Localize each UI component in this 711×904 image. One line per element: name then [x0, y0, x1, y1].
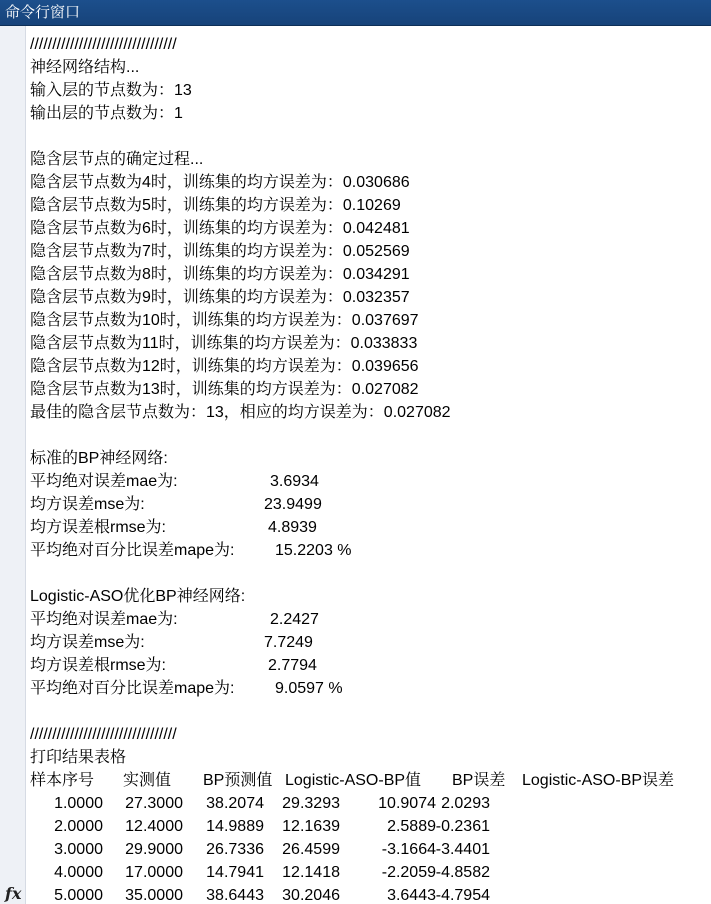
table-header-cell: Logistic-ASO-BP误差 — [522, 772, 675, 789]
table-cell: 35.0000 — [125, 887, 183, 904]
table-cell: 17.0000 — [125, 864, 183, 881]
table-row — [30, 838, 711, 861]
table-cell: 4.0000 — [54, 864, 103, 881]
fx-icon[interactable]: fx — [5, 884, 22, 903]
table-body — [30, 792, 711, 904]
table-cell: 3.6443 — [387, 887, 436, 904]
metric-label: 均方误差根rmse为: — [30, 519, 167, 536]
hidden-title: 隐含层节点的确定过程... — [30, 151, 204, 168]
table-cell: 26.4599 — [282, 841, 340, 858]
best-hidden-line: 最佳的隐含层节点数为：13，相应的均方误差为：0.027082 — [30, 404, 451, 421]
metric-label: 均方误差mse为: — [30, 496, 145, 513]
metric-label: 均方误差根rmse为: — [30, 657, 167, 674]
table-cell: -3.4401 — [435, 841, 490, 858]
table-cell: 14.7941 — [206, 864, 264, 881]
table-cell: -4.7954 — [435, 887, 490, 904]
table-row — [30, 792, 711, 815]
hidden-line: 隐含层节点数为13时，训练集的均方误差为：0.027082 — [30, 381, 419, 398]
table-header-cell: 样本序号 — [30, 772, 95, 789]
command-output[interactable] — [30, 33, 711, 904]
metric-value: 23.9499 — [264, 496, 322, 513]
structure-title: 神经网络结构... — [30, 59, 140, 76]
bp-metric-mape — [30, 539, 711, 562]
bp-metric-rmse — [30, 516, 711, 539]
hidden-line: 隐含层节点数为7时，训练集的均方误差为：0.052569 — [30, 243, 410, 260]
metric-value: 3.6934 — [270, 473, 319, 490]
console-gutter — [0, 26, 26, 904]
table-cell: 29.3293 — [282, 795, 340, 812]
metric-value: 2.2427 — [270, 611, 319, 628]
table-header-row — [30, 769, 711, 792]
table-cell: 10.9074 — [378, 795, 436, 812]
table-cell: 27.3000 — [125, 795, 183, 812]
table-cell: 12.1418 — [282, 864, 340, 881]
window-titlebar[interactable] — [0, 0, 711, 26]
metric-label: 均方误差mse为: — [30, 634, 145, 651]
metric-value: 4.8939 — [268, 519, 317, 536]
table-row — [30, 884, 711, 904]
table-row — [30, 861, 711, 884]
blank-line — [30, 424, 711, 447]
bp-metric-mse — [30, 493, 711, 516]
hidden-line: 隐含层节点数为9时，训练集的均方误差为：0.032357 — [30, 289, 410, 306]
hidden-line: 隐含层节点数为5时，训练集的均方误差为：0.10269 — [30, 197, 401, 214]
bp-title: 标准的BP神经网络: — [30, 450, 168, 467]
table-cell: -4.8582 — [435, 864, 490, 881]
table-cell: 38.6443 — [206, 887, 264, 904]
output-nodes-line: 输出层的节点数为：1 — [30, 105, 183, 122]
aso-metric-mse — [30, 631, 711, 654]
table-cell: 12.4000 — [125, 818, 183, 835]
table-header-cell: Logistic-ASO-BP值 — [285, 772, 422, 789]
aso-title: Logistic-ASO优化BP神经网络: — [30, 588, 246, 605]
separator-line: ///////////////////////////////// — [30, 726, 177, 743]
metric-label: 平均绝对百分比误差mape为: — [30, 680, 235, 697]
bp-metric-mae — [30, 470, 711, 493]
table-cell: 3.0000 — [54, 841, 103, 858]
table-header-cell: BP误差 — [452, 772, 506, 789]
table-cell: 14.9889 — [206, 818, 264, 835]
table-cell: 29.9000 — [125, 841, 183, 858]
metric-value: 15.2203 % — [275, 542, 352, 559]
aso-metric-mae — [30, 608, 711, 631]
table-cell: 2.0000 — [54, 818, 103, 835]
table-cell: 38.2074 — [206, 795, 264, 812]
table-cell: 12.1639 — [282, 818, 340, 835]
metric-value: 9.0597 % — [275, 680, 343, 697]
table-cell: -2.2059 — [381, 864, 436, 881]
blank-line — [30, 700, 711, 723]
table-row — [30, 815, 711, 838]
hidden-line: 隐含层节点数为10时，训练集的均方误差为：0.037697 — [30, 312, 419, 329]
window-title: 命令行窗口 — [5, 4, 81, 21]
metric-value: 2.7794 — [268, 657, 317, 674]
table-header-cell: BP预测值 — [203, 772, 273, 789]
blank-line — [30, 125, 711, 148]
table-cell: -3.1664 — [381, 841, 436, 858]
table-cell: 5.0000 — [54, 887, 103, 904]
hidden-line: 隐含层节点数为8时，训练集的均方误差为：0.034291 — [30, 266, 410, 283]
aso-metric-rmse — [30, 654, 711, 677]
hidden-line: 隐含层节点数为6时，训练集的均方误差为：0.042481 — [30, 220, 410, 237]
table-title: 打印结果表格 — [30, 749, 127, 766]
input-nodes-line: 输入层的节点数为：13 — [30, 82, 192, 99]
separator-line: ///////////////////////////////// — [30, 36, 177, 53]
table-cell: 30.2046 — [282, 887, 340, 904]
blank-line — [30, 562, 711, 585]
metric-label: 平均绝对误差mae为: — [30, 473, 178, 490]
metric-value: 7.7249 — [264, 634, 313, 651]
hidden-line: 隐含层节点数为12时，训练集的均方误差为：0.039656 — [30, 358, 419, 375]
metric-label: 平均绝对百分比误差mape为: — [30, 542, 235, 559]
table-cell: 2.5889 — [387, 818, 436, 835]
table-cell: 26.7336 — [206, 841, 264, 858]
table-header-cell: 实测值 — [123, 772, 172, 789]
metric-label: 平均绝对误差mae为: — [30, 611, 178, 628]
hidden-line: 隐含层节点数为11时，训练集的均方误差为：0.033833 — [30, 335, 418, 352]
table-cell: -0.2361 — [435, 818, 490, 835]
hidden-line: 隐含层节点数为4时，训练集的均方误差为：0.030686 — [30, 174, 410, 191]
table-cell: 2.0293 — [441, 795, 490, 812]
table-cell: 1.0000 — [54, 795, 103, 812]
aso-metric-mape — [30, 677, 711, 700]
